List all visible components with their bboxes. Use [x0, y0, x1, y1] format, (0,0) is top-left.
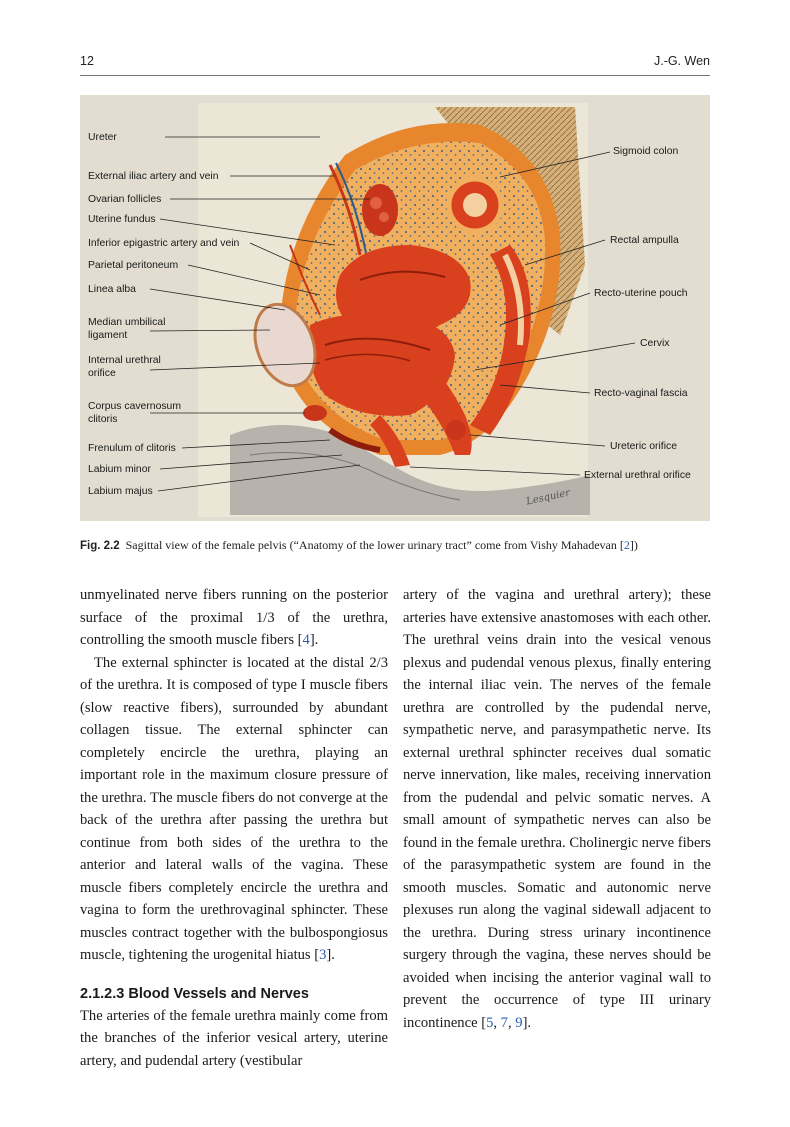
running-header-author: J.-G. Wen — [653, 54, 710, 68]
label-parietal-peritoneum: Parietal peritoneum — [88, 260, 179, 271]
label-recto-vaginal-fascia: Recto-vaginal fascia — [594, 388, 688, 399]
anatomy-figure — [80, 95, 710, 521]
citation-link[interactable]: 3 — [319, 947, 327, 963]
page-number: 12 — [80, 54, 94, 68]
label-rectal-ampulla: Rectal ampulla — [610, 235, 679, 246]
label-inferior-epigastric: Inferior epigastric artery and vein — [88, 238, 240, 249]
label-external-urethral-orifice: External urethral orifice — [584, 470, 691, 481]
caption-citation-link[interactable]: 2 — [623, 538, 630, 552]
label-corpus-cavernosum: Corpus cavernosum clitoris — [88, 401, 181, 425]
figure-caption — [80, 538, 720, 553]
header-rule — [80, 75, 710, 76]
citation-link[interactable]: 5 — [486, 1014, 494, 1031]
label-median-umbilical: Median umbilical ligament — [88, 317, 166, 341]
caption-text: Sagittal view of the female pelvis (“Anatomy of the lower urinary tract” come from Vishy Mahadevan [ — [125, 538, 624, 552]
paragraph: artery of the vagina and urethral artery); these arteries have extensive anastomoses with each other. The urethral veins drain into the vesical venous plexus and pudendal venous plexus, finally entering the internal iliac vein. The nerves of the female urethra are controlled by the pudendal nerve, sympathetic nerve, and parasympathetic nerve. Its external urethral sphincter receives dual somatic nerve innervation, like males, receiving innervation from the pudendal and pelvic somatic nerves. A small amount of sympathetic nerves can also be found in the female urethra. Cholinergic nerve fibers of the parasympathetic system are found in the smooth muscles. Somatic and autonomic nerve plexuses run along the vaginal sidewall adjacent to the urethra. During stress urinary incontinence surgery through the vagina, these nerves should be avoided when incising the anterior vaginal wall to prevent the occurrence of type III urinary incontinence [5, 7, 9]. — [403, 587, 711, 1031]
label-external-iliac: External iliac artery and vein — [88, 171, 219, 182]
label-recto-uterine-pouch: Recto-uterine pouch — [594, 288, 688, 299]
label-linea-alba: Linea alba — [88, 284, 136, 295]
citation-link[interactable]: 7 — [500, 1014, 508, 1031]
pelvis-illustration — [80, 95, 710, 521]
label-internal-urethral: Internal urethral orifice — [88, 355, 161, 379]
section-heading: 2.1.2.3 Blood Vessels and Nerves — [80, 985, 309, 1002]
label-ureteric-orifice: Ureteric orifice — [610, 441, 677, 452]
paragraph: The external sphincter is located at the distal 2/3 of the urethra. It is composed of type I muscle fibers (slow reactive fibers), surrounded by abundant collagen tissue. The external sphincter can completely encircle the urethra, playing an important role in the maximum closure pressure of the urethra. The muscle fibers do not converge at the back of the urethra after passing the urethra but continue from both sides of the urethra to the anterior and lateral walls of the vagina. These muscle fibers completely encircle the urethra and vagina to form the urethrovaginal sphincter. These muscles contract together with the bulbospongiosus muscle, tightening the urogenital hiatus [3]. — [80, 654, 388, 963]
citation-link[interactable]: 9 — [515, 1014, 523, 1031]
right-column — [403, 584, 711, 1034]
citation-link[interactable]: 4 — [302, 632, 310, 648]
label-sigmoid-colon: Sigmoid colon — [613, 146, 679, 157]
label-uterine-fundus: Uterine fundus — [88, 214, 156, 225]
label-frenulum: Frenulum of clitoris — [88, 443, 176, 454]
artist-signature: Lesquier — [525, 487, 572, 508]
left-column — [80, 584, 388, 1072]
label-ovarian-follicles: Ovarian follicles — [88, 194, 162, 205]
figure-number: Fig. 2.2 — [80, 540, 120, 552]
label-cervix: Cervix — [640, 338, 670, 349]
caption-text-end: ]) — [629, 538, 638, 552]
paragraph: The arteries of the female urethra mainly come from the branches of the inferior vesical artery, uterine artery, and pudendal artery (vestibular — [80, 1007, 388, 1069]
label-labium-majus: Labium majus — [88, 486, 153, 497]
paragraph: unmyelinated nerve fibers running on the posterior surface of the proximal 1/3 of the urethra, controlling the smooth muscle fibers [4]. — [80, 587, 388, 648]
label-ureter: Ureter — [88, 132, 117, 143]
label-labium-minor: Labium minor — [88, 464, 151, 475]
